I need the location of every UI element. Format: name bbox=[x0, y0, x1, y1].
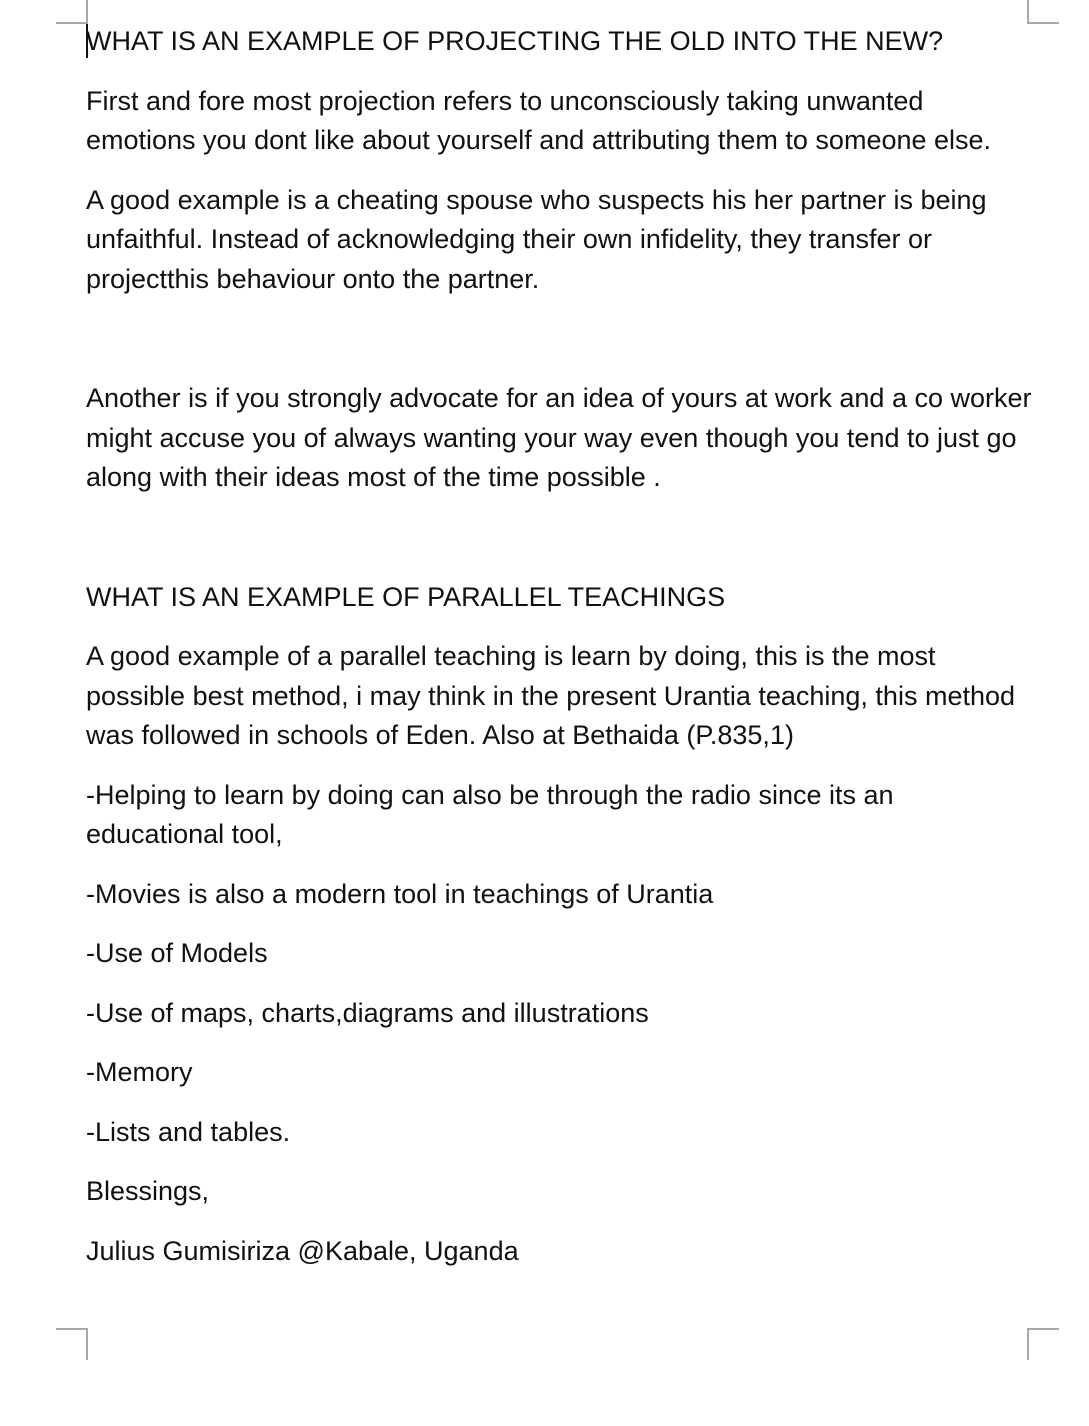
list-item: -Movies is also a modern tool in teachings of Urantia bbox=[86, 878, 714, 909]
list-item: -Lists and tables. bbox=[86, 1116, 291, 1147]
page-corner-mark-bottom-left bbox=[56, 1328, 88, 1360]
paragraph-coworker-example: Another is if you strongly advocate for an idea of yours at work and a co worker might accuse you of always wanting your way even though you tend to just go along with their ideas most of the time possible . bbox=[86, 383, 1032, 492]
signature-line: Julius Gumisiriza @Kabale, Uganda bbox=[86, 1235, 519, 1266]
paragraph-projection-definition: First and fore most projection refers to unconsciously taking unwanted emotions you dont like about yourself and attributing them to someone else. bbox=[86, 85, 992, 155]
page-corner-mark-top-right bbox=[1027, 0, 1059, 24]
list-item: -Use of maps, charts,diagrams and illustrations bbox=[86, 997, 649, 1028]
list-item: -Memory bbox=[86, 1057, 193, 1087]
paragraph-learn-by-doing: A good example of a parallel teaching is learn by doing, this is the most possible best method, i may think in the present Urantia teaching, this method was followed in schools of Eden. Also at Bethaida (P.835,1) bbox=[86, 641, 1016, 750]
heading-parallel-teachings: WHAT IS AN EXAMPLE OF PARALLEL TEACHINGS bbox=[86, 581, 726, 612]
document-body[interactable] bbox=[86, 22, 1036, 1271]
heading-projecting: WHAT IS AN EXAMPLE OF PROJECTING THE OLD INTO THE NEW? bbox=[86, 26, 944, 56]
page-corner-mark-bottom-right bbox=[1027, 1328, 1059, 1360]
list-item: -Helping to learn by doing can also be through the radio since its an educational tool, bbox=[86, 779, 894, 849]
list-item: -Use of Models bbox=[86, 938, 268, 968]
closing-line: Blessings, bbox=[86, 1176, 210, 1206]
paragraph-cheating-spouse-example: A good example is a cheating spouse who suspects his her partner is being unfaithful. Instead of acknowledging their own infidelity, they transfer or projectthis behaviour onto the partner. bbox=[86, 184, 987, 294]
page-corner-mark-top-left bbox=[56, 0, 88, 24]
